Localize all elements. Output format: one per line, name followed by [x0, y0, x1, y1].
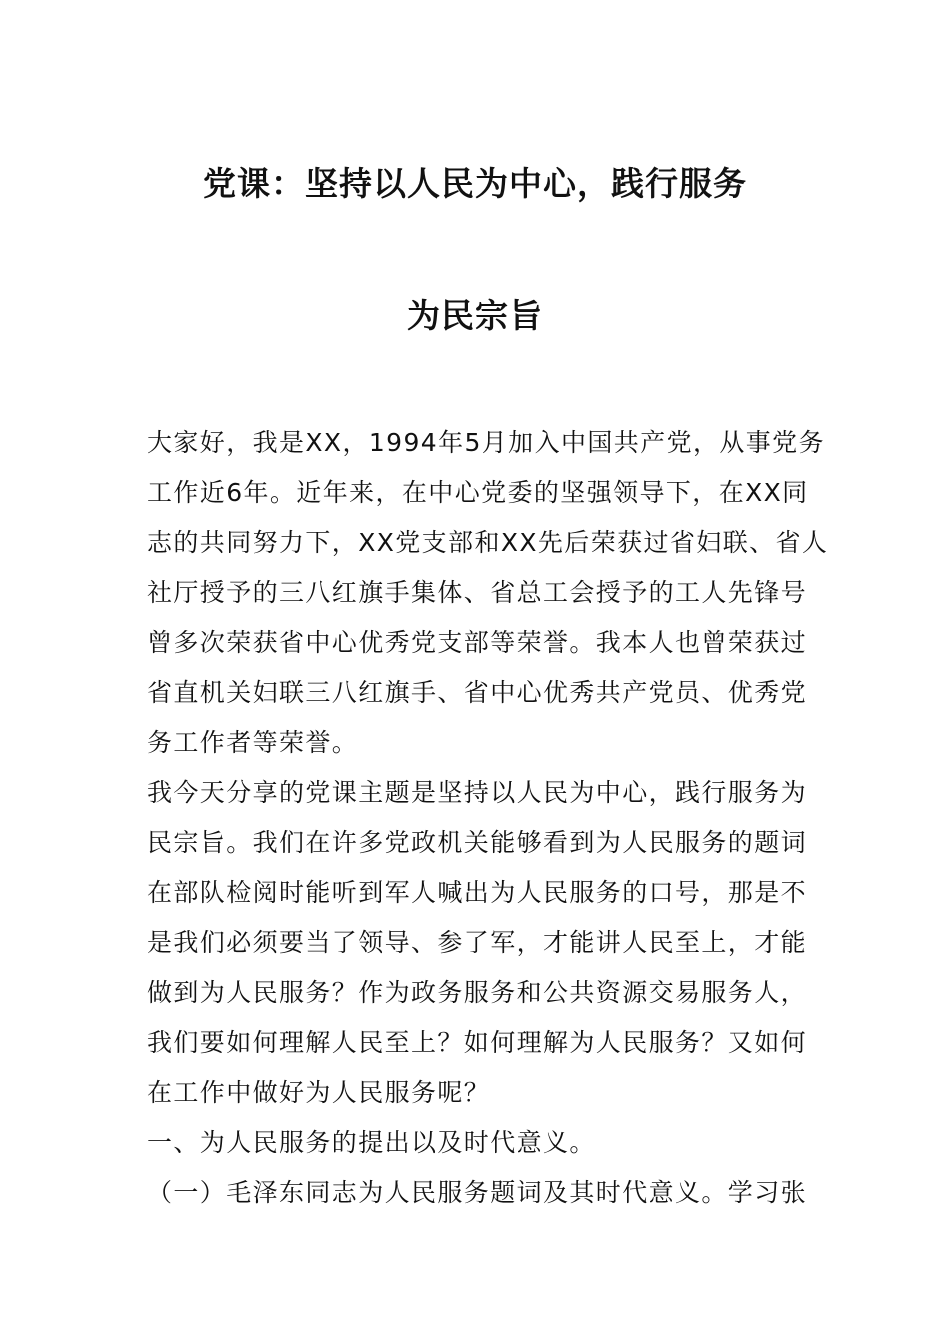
body-line-14: 在工作中做好为人民服务呢？: [147, 1078, 491, 1107]
subsection-heading-1: （一）毛泽东同志为人民服务题词及其时代意义。学习张: [147, 1178, 808, 1207]
section-heading-1: 一、为人民服务的提出以及时代意义。: [147, 1128, 596, 1157]
title-line-1: 党课：坚持以人民为中心，践行服务: [203, 164, 747, 203]
body-line-6: 省直机关妇联三八红旗手、省中心优秀共产党员、优秀党: [147, 678, 808, 707]
body-line-13: 我们要如何理解人民至上？如何理解为人民服务？又如何: [147, 1028, 808, 1057]
body-line-1: 大家好，我是XX，1994年5月加入中国共产党，从事党务: [147, 428, 825, 457]
body-line-11: 是我们必须要当了领导、参了军，才能讲人民至上，才能: [147, 928, 808, 957]
title-line-2: 为民宗旨: [407, 296, 543, 335]
body-line-8: 我今天分享的党课主题是坚持以人民为中心，践行服务为: [147, 778, 808, 807]
body-line-4: 社厅授予的三八红旗手集体、省总工会授予的工人先锋号: [147, 578, 808, 607]
body-line-7: 务工作者等荣誉。: [147, 728, 359, 757]
body-line-9: 民宗旨。我们在许多党政机关能够看到为人民服务的题词: [147, 828, 808, 857]
body-line-2: 工作近6年。近年来，在中心党委的坚强领导下，在XX同: [147, 478, 809, 507]
body-line-12: 做到为人民服务？作为政务服务和公共资源交易服务人，: [147, 978, 808, 1007]
body-line-3: 志的共同努力下，XX党支部和XX先后荣获过省妇联、省人: [147, 528, 829, 557]
body-line-10: 在部队检阅时能听到军人喊出为人民服务的口号，那是不: [147, 878, 808, 907]
body-line-5: 曾多次荣获省中心优秀党支部等荣誉。我本人也曾荣获过: [147, 628, 808, 657]
